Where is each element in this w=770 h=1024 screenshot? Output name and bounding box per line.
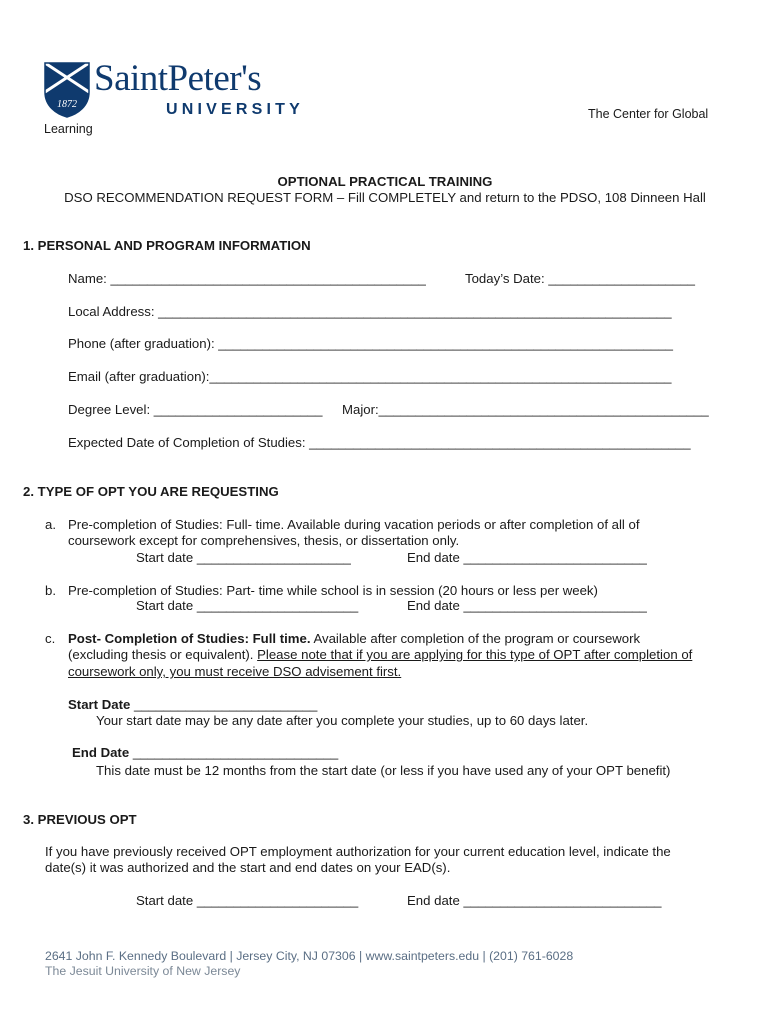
logo-wordmark: SaintPeter's: [94, 58, 262, 99]
start-date-note: Your start date may be any date after you complete your studies, up to 60 days later.: [96, 713, 589, 728]
option-b-end-date[interactable]: End date _________________________: [407, 598, 647, 613]
end-date-note: This date must be 12 months from the start date (or less if you have used any of your OPT benefit): [96, 763, 671, 778]
start-date-label: Start Date: [68, 697, 131, 712]
opt-end-date-field[interactable]: [72, 745, 338, 760]
option-b-line1: Pre-completion of Studies: Part- time while school is in session (20 hours or less per week): [68, 583, 598, 598]
option-c-desc2: (excluding thesis or equivalent).: [68, 647, 258, 662]
phone-field[interactable]: Phone (after graduation): ______________________________________________________________: [68, 336, 674, 351]
section2-heading: 2. TYPE OF OPT YOU ARE REQUESTING: [23, 484, 279, 499]
todays-date-field[interactable]: Today’s Date: ____________________: [465, 271, 696, 286]
option-c-desc: Available after completion of the program or coursework: [310, 631, 641, 646]
option-c-note: Please note that if you are applying for this type of OPT after completion of: [257, 647, 693, 662]
form-title: OPTIONAL PRACTICAL TRAINING: [277, 174, 493, 189]
option-a-end-date[interactable]: End date _________________________: [407, 550, 647, 565]
option-a-start-date[interactable]: Start date _____________________: [136, 550, 351, 565]
end-date-blank[interactable]: ____________________________: [129, 745, 339, 760]
option-c-note-line2: coursework only, you must receive DSO advisement first.: [68, 664, 402, 679]
option-c-title: Post- Completion of Studies: Full time.: [68, 631, 311, 646]
option-a-line2: coursework except for comprehensives, thesis, or dissertation only.: [68, 533, 460, 548]
name-field[interactable]: Name: ___________________________________________: [68, 271, 426, 286]
major-field[interactable]: Major:_____________________________________________: [342, 402, 709, 417]
degree-level-field[interactable]: Degree Level: _______________________: [68, 402, 323, 417]
option-c-line1: [68, 631, 640, 646]
previous-opt-para-line2: date(s) it was authorized and the start and end dates on your EAD(s).: [45, 860, 451, 875]
option-a-marker: a.: [45, 517, 56, 532]
logo-university: UNIVERSITY: [166, 101, 305, 118]
footer-address: 2641 John F. Kennedy Boulevard | Jersey City, NJ 07306 | www.saintpeters.edu | (201) 761-6028: [45, 949, 574, 963]
option-a-line1: Pre-completion of Studies: Full- time. Available during vacation periods or after completion of all of: [68, 517, 640, 532]
footer-tagline: The Jesuit University of New Jersey: [45, 964, 241, 978]
center-title-line1: The Center for Global: [588, 107, 709, 121]
previous-opt-start-date[interactable]: Start date ______________________: [136, 893, 359, 908]
center-title-line2: Learning: [44, 122, 93, 136]
end-date-label: End Date: [72, 745, 130, 760]
email-field[interactable]: Email (after graduation):_______________________________________________________________: [68, 369, 672, 384]
svg-text:1872: 1872: [57, 99, 77, 110]
section1-heading: 1. PERSONAL AND PROGRAM INFORMATION: [23, 238, 311, 253]
opt-start-date-field[interactable]: [68, 697, 317, 712]
local-address-field[interactable]: Local Address: ______________________________________________________________________: [68, 304, 672, 319]
previous-opt-para-line1: If you have previously received OPT employment authorization for your current education level, indicate the: [45, 844, 671, 859]
option-b-start-date[interactable]: Start date ______________________: [136, 598, 359, 613]
form-subtitle: DSO RECOMMENDATION REQUEST FORM – Fill COMPLETELY and return to the PDSO, 108 Dinneen Hall: [64, 190, 706, 205]
section3-heading: 3. PREVIOUS OPT: [23, 812, 137, 827]
expected-date-field[interactable]: Expected Date of Completion of Studies: ____________________________________________________: [68, 435, 691, 450]
previous-opt-end-date[interactable]: End date ___________________________: [407, 893, 662, 908]
option-c-marker: c.: [45, 631, 56, 646]
university-logo: [44, 58, 305, 122]
option-b-marker: b.: [45, 583, 56, 598]
option-c-line2: [68, 647, 692, 662]
shield-crest-icon: [44, 62, 90, 118]
start-date-blank[interactable]: _________________________: [130, 697, 318, 712]
